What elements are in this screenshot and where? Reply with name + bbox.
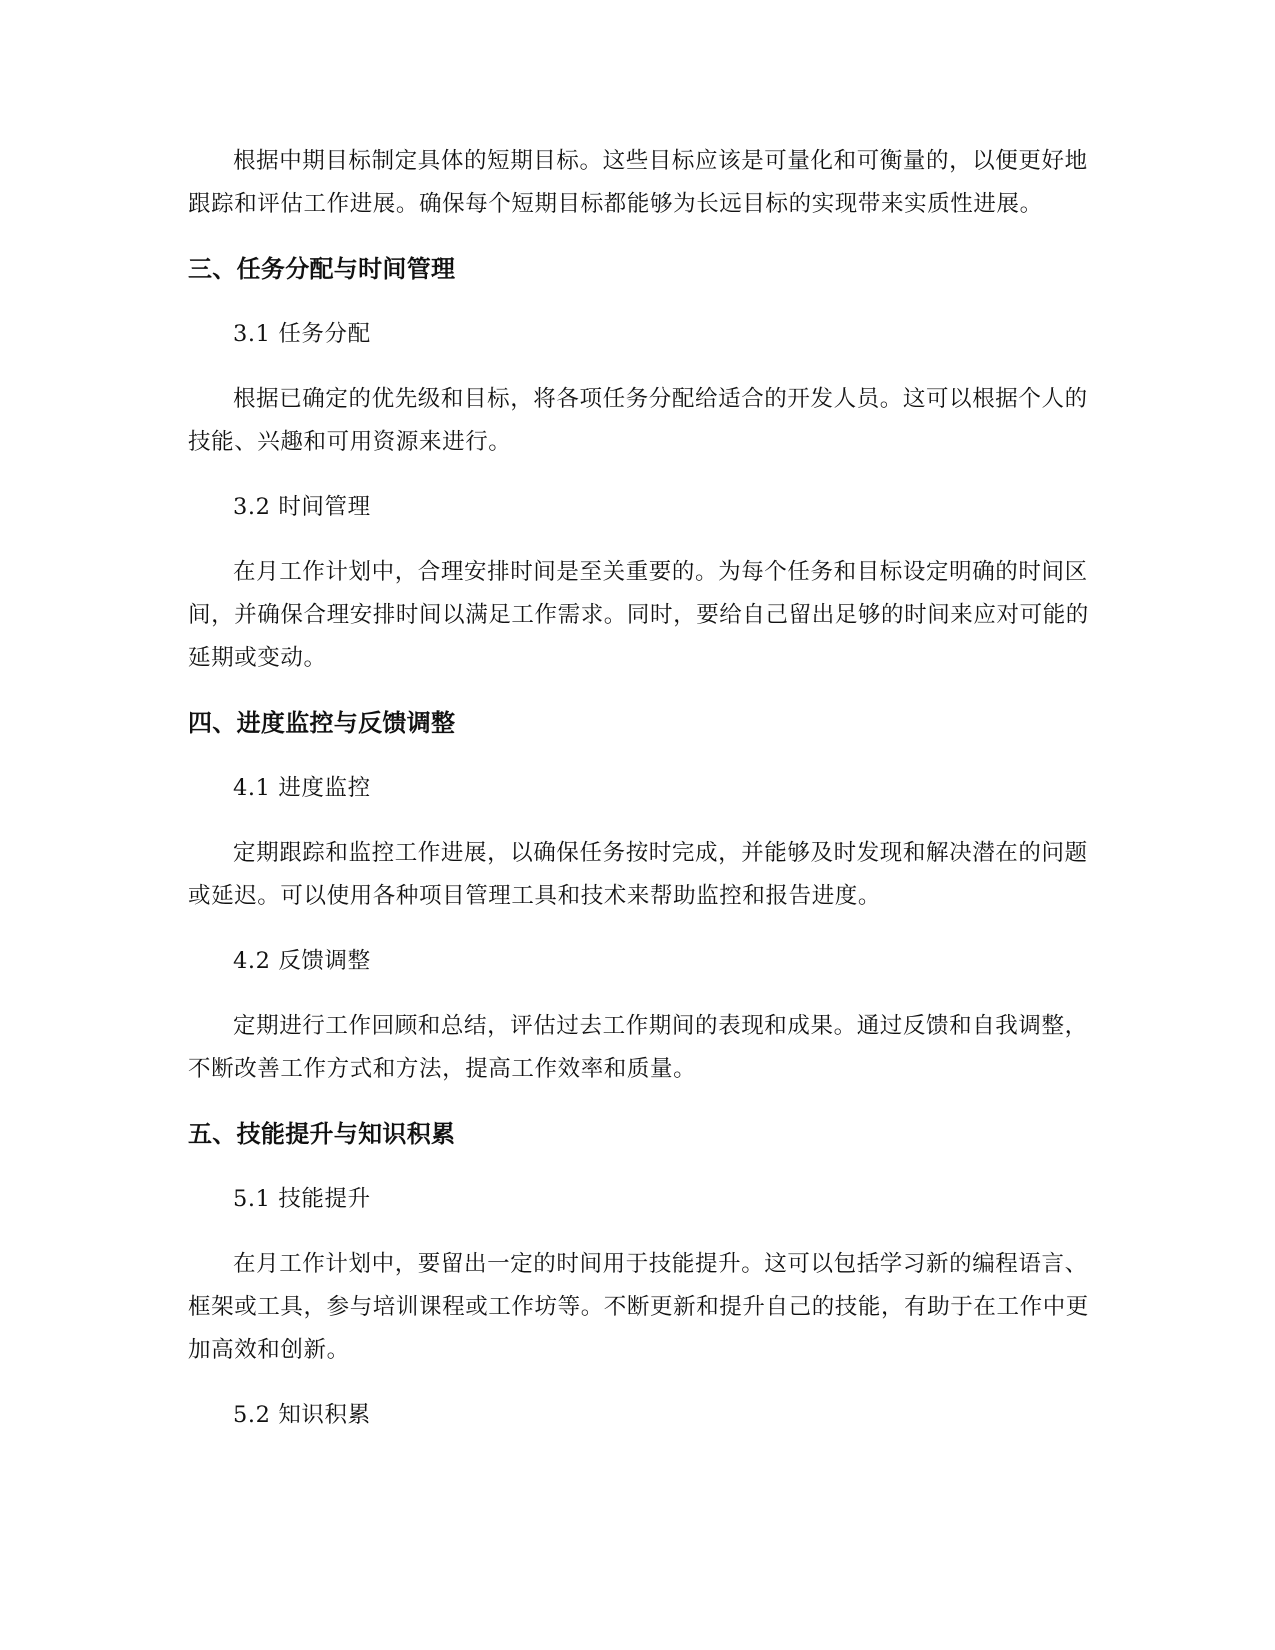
paragraph-skill-improvement: 在月工作计划中，要留出一定的时间用于技能提升。这可以包括学习新的编程语言、框架或工具，参与培训课程或工作坊等。不断更新和提升自己的技能，有助于在工作中更加高效和创新。 — [188, 1251, 1089, 1363]
paragraph-progress-monitoring: 定期跟踪和监控工作进展，以确保任务按时完成，并能够及时发现和解决潜在的问题或延迟。可以使用各种项目管理工具和技术来帮助监控和报告进度。 — [188, 840, 1088, 909]
subheading-4-2: 4.2 反馈调整 — [233, 948, 371, 974]
subheading-3-2: 3.2 时间管理 — [233, 494, 371, 520]
paragraph-feedback-adjustment: 定期进行工作回顾和总结，评估过去工作期间的表现和成果。通过反馈和自我调整，不断改善工作方式和方法，提高工作效率和质量。 — [188, 1013, 1088, 1082]
subheading-5-2: 5.2 知识积累 — [233, 1402, 371, 1428]
document-body — [188, 140, 1093, 1437]
section-heading-4: 四、进度监控与反馈调整 — [188, 709, 456, 737]
paragraph-time-management: 在月工作计划中，合理安排时间是至关重要的。为每个任务和目标设定明确的时间区间，并确保合理安排时间以满足工作需求。同时，要给自己留出足够的时间来应对可能的延期或变动。 — [188, 559, 1089, 671]
paragraph-task-assignment: 根据已确定的优先级和目标，将各项任务分配给适合的开发人员。这可以根据个人的技能、兴趣和可用资源来进行。 — [188, 386, 1088, 455]
paragraph-short-term-goals: 根据中期目标制定具体的短期目标。这些目标应该是可量化和可衡量的，以便更好地跟踪和评估工作进展。确保每个短期目标都能够为长远目标的实现带来实质性进展。 — [188, 148, 1088, 217]
subheading-3-1: 3.1 任务分配 — [233, 321, 371, 347]
subheading-5-1: 5.1 技能提升 — [233, 1186, 371, 1212]
section-heading-3: 三、任务分配与时间管理 — [188, 255, 456, 283]
section-heading-5: 五、技能提升与知识积累 — [188, 1120, 456, 1148]
subheading-4-1: 4.1 进度监控 — [233, 775, 371, 801]
